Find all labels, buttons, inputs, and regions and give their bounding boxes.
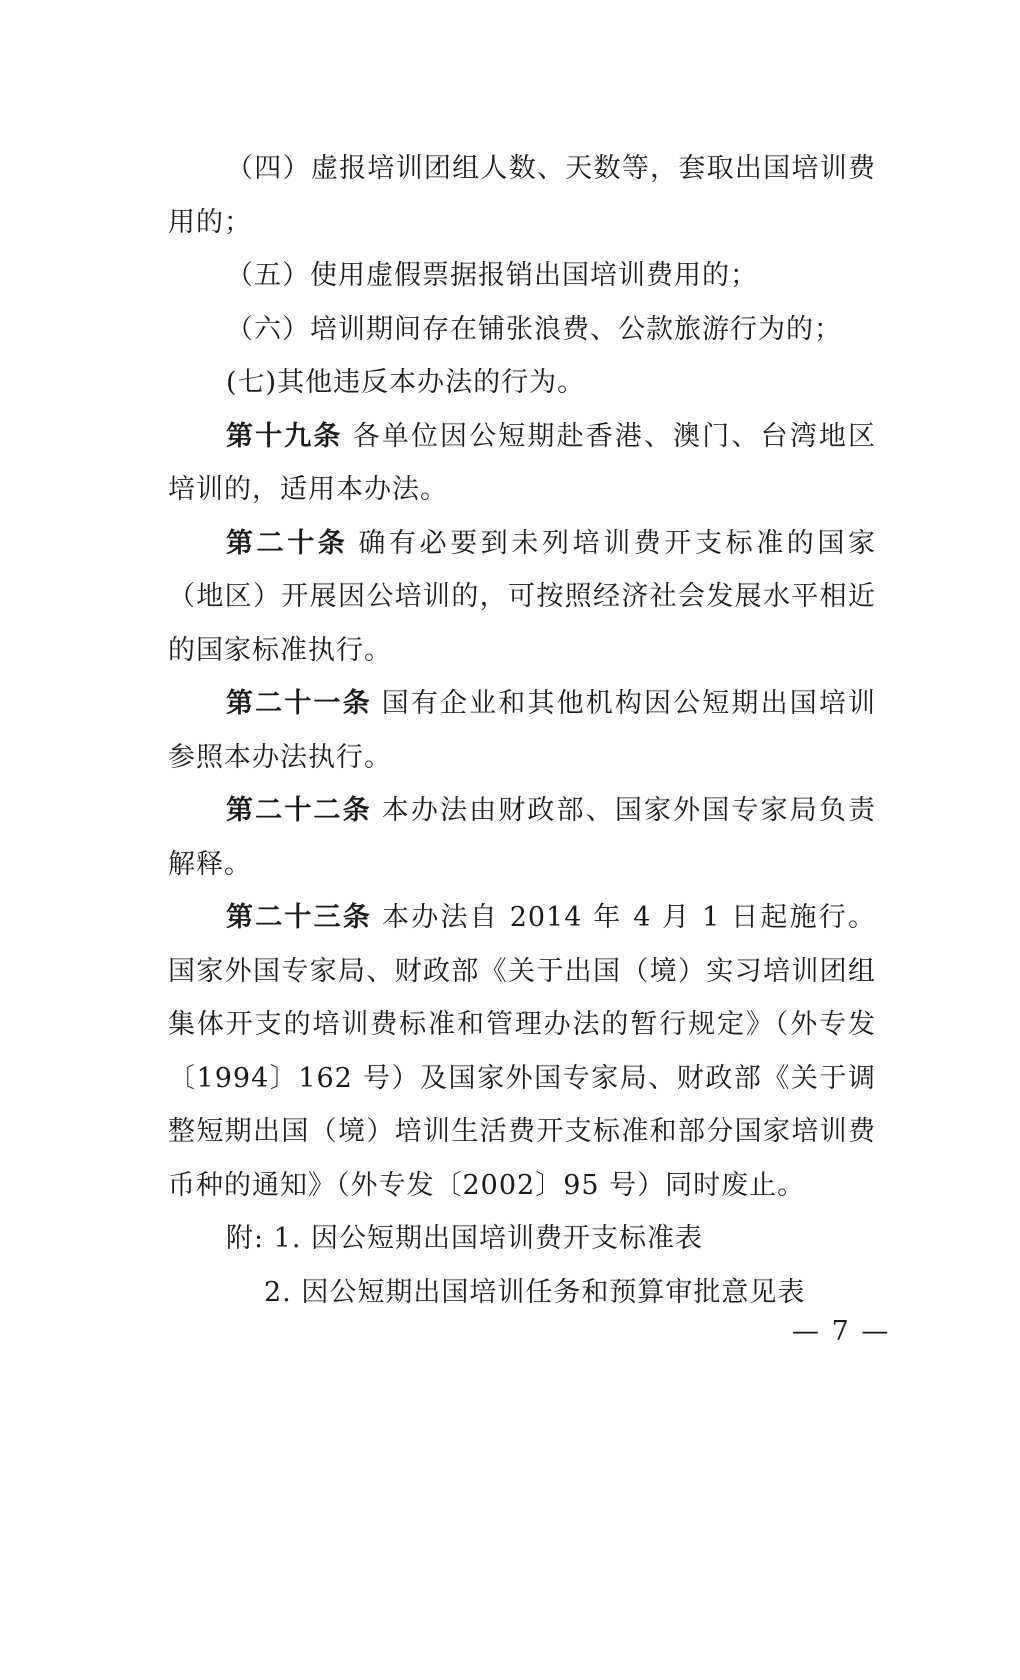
article-text: 本办法自 2014 年 4 月 1 日起施行。国家外国专家局、财政部《关于出国（境）实习培训团组集体开支的培训费标准和管理办法的暂行规定》（外专发〔1994〕162 号）及国家外国专家局、财政部《关于调整短期出国（境）培训生活费开支标准和部分国家培训费币种的通知》（外专发〔2002〕95 号）同时废止。 xyxy=(168,902,876,1201)
clause-item-6: （六）培训期间存在铺张浪费、公款旅游行为的； xyxy=(226,313,842,345)
article-heading: 第二十条 xyxy=(226,527,349,559)
article-22 xyxy=(168,784,876,891)
annex-line-2: 2. 因公短期出国培训任务和预算审批意见表 xyxy=(264,1276,806,1308)
article-text: 国有企业和其他机构因公短期出国培训参照本办法执行。 xyxy=(168,688,877,773)
article-heading: 第二十一条 xyxy=(226,688,372,719)
clause-item-5: （五）使用虚假票据报销出国培训费用的； xyxy=(226,260,758,291)
article-23 xyxy=(168,891,876,1212)
article-text: 确有必要到未列培训费开支标准的国家（地区）开展因公培训的，可按照经济社会发展水平相近的国家标准执行。 xyxy=(168,527,877,666)
clause-item-7: (七)其他违反本办法的行为。 xyxy=(226,367,586,398)
document-body xyxy=(168,142,876,1319)
article-text: 各单位因公短期赴香港、澳门、台湾地区培训的，适用本办法。 xyxy=(168,420,877,505)
article-heading: 第十九条 xyxy=(226,420,343,452)
article-text: 本办法由财政部、国家外国专家局负责解释。 xyxy=(168,795,877,880)
article-heading: 第二十二条 xyxy=(226,795,372,826)
clause-item-4: （四）虚报培训团组人数、天数等，套取出国培训费用的； xyxy=(168,153,876,238)
article-19 xyxy=(168,410,876,517)
annex-line-1: 附: 1. 因公短期出国培训费开支标准表 xyxy=(226,1223,704,1254)
page-number: — 7 — xyxy=(792,1316,891,1347)
article-21 xyxy=(168,677,876,784)
article-heading: 第二十三条 xyxy=(226,902,373,933)
article-20 xyxy=(168,517,876,678)
